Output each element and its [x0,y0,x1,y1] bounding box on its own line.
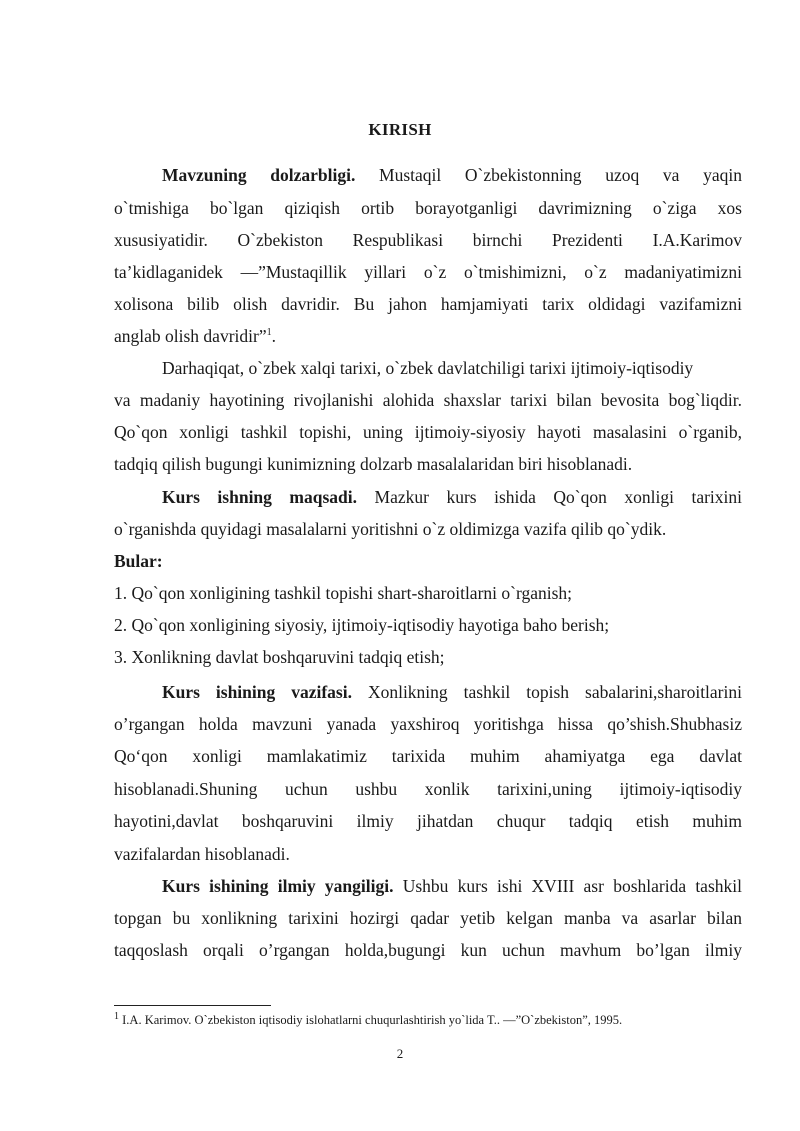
paragraph-line: Qo`qon xonligi tashkil topishi, uning ijtimoiy-siyosiy hayoti masalasini o`rganib, [114,422,742,442]
page-title: KIRISH [368,120,432,139]
footnote-reference: 1 [266,327,272,339]
paragraph-line: o’rgangan holda mavzuni yanada yaxshiroq yoritishga hissa qo’shish.Shubhasiz [114,714,742,734]
paragraph-line [162,164,742,186]
section-heading: Kurs ishining vazifasi. [162,682,352,702]
paragraph-line: tadqiq qilish bugungi kunimizning dolzarb masalalaridan biri hisoblanadi. [114,454,633,474]
paragraph-line: Qo‘qon xonligi mamlakatimiz tarixida muhim ahamiyatga ega davlat [114,746,742,766]
list-item: 1. Qo`qon xonligining tashkil topishi shart-sharoitlarni o`rganish; [114,583,573,603]
footnote-separator [114,1005,271,1006]
paragraph-line: ta’kidlaganidek ―”Mustaqillik yillari o`z o`tmishimizni, o`z madaniyatimizni [114,262,742,282]
paragraph-line [162,681,742,703]
paragraph-line [162,486,742,508]
paragraph-text: anglab olish davridir” [114,326,267,346]
paragraph-line [114,325,742,347]
paragraph-text: Xonlikning tashkil topish sabalarini,sharoitlarini [351,682,742,702]
paragraph-line: xususiyatidir. O`zbekiston Respublikasi birnchi Prezidenti I.A.Karimov [114,230,742,250]
paragraph-line: taqqoslash orqali o’rgangan holda,bugungi kun uchun mavhum bo’lgan ilmiy [114,940,742,960]
paragraph-line: o`tmishiga bo`lgan qiziqish ortib borayotganligi davrimizning o`ziga xos [114,198,742,218]
section-heading: Kurs ishining ilmiy yangiligi. [162,876,394,896]
list-heading-text: Bular: [114,551,163,571]
footnote-mark: 1 [114,1010,119,1022]
paragraph-text: Mustaqil O`zbekistonning uzoq va yaqin [355,165,742,185]
section-heading: Mavzuning dolzarbligi. [162,165,356,185]
list-item: 3. Xonlikning davlat boshqaruvini tadqiq etish; [114,647,445,667]
section-heading: Kurs ishning maqsadi. [162,487,358,507]
footnote [114,1012,622,1028]
paragraph-line: va madaniy hayotining rivojlanishi alohida shaxslar tarixi bilan bevosita bog`liqdir. [114,390,742,410]
paragraph-line: hayotini,davlat boshqaruvini ilmiy jihatdan chuqur tadqiq etish muhim [114,811,742,831]
list-item: 2. Qo`qon xonligining siyosiy, ijtimoiy-iqtisodiy hayotiga baho berish; [114,615,610,635]
paragraph-text: Mazkur kurs ishida Qo`qon xonligi tarixini [357,487,742,507]
paragraph-line: topgan bu xonlikning tarixini hozirgi qadar yetib kelgan manba va asarlar bilan [114,908,742,928]
paragraph-line: Darhaqiqat, o`zbek xalqi tarixi, o`zbek davlatchiligi tarixi ijtimoiy-iqtisodiy [162,358,694,378]
paragraph-line: o`rganishda quyidagi masalalarni yoritishni o`z oldimizga vazifa qilib qo`ydik. [114,519,667,539]
paragraph-text: Ushbu kurs ishi XVIII asr boshlarida tashkil [393,876,742,896]
list-heading [114,550,742,572]
paragraph-line: vazifalardan hisoblanadi. [114,844,290,864]
footnote-text: I.A. Karimov. O`zbekiston iqtisodiy islohatlarni chuqurlashtirish yo`lida T.. ―”O`zbekiston”, 1995. [119,1013,623,1027]
paragraph-line: hisoblanadi.Shuning uchun ushbu xonlik tarixini,uning ijtimoiy-iqtisodiy [114,779,742,799]
page-number: 2 [396,1046,404,1061]
paragraph-line: xolisona bilib olish davridir. Bu jahon hamjamiyati tarix oldidagi vazifamizni [114,294,742,314]
paragraph-line [162,875,742,897]
paragraph-text: . [271,326,276,346]
